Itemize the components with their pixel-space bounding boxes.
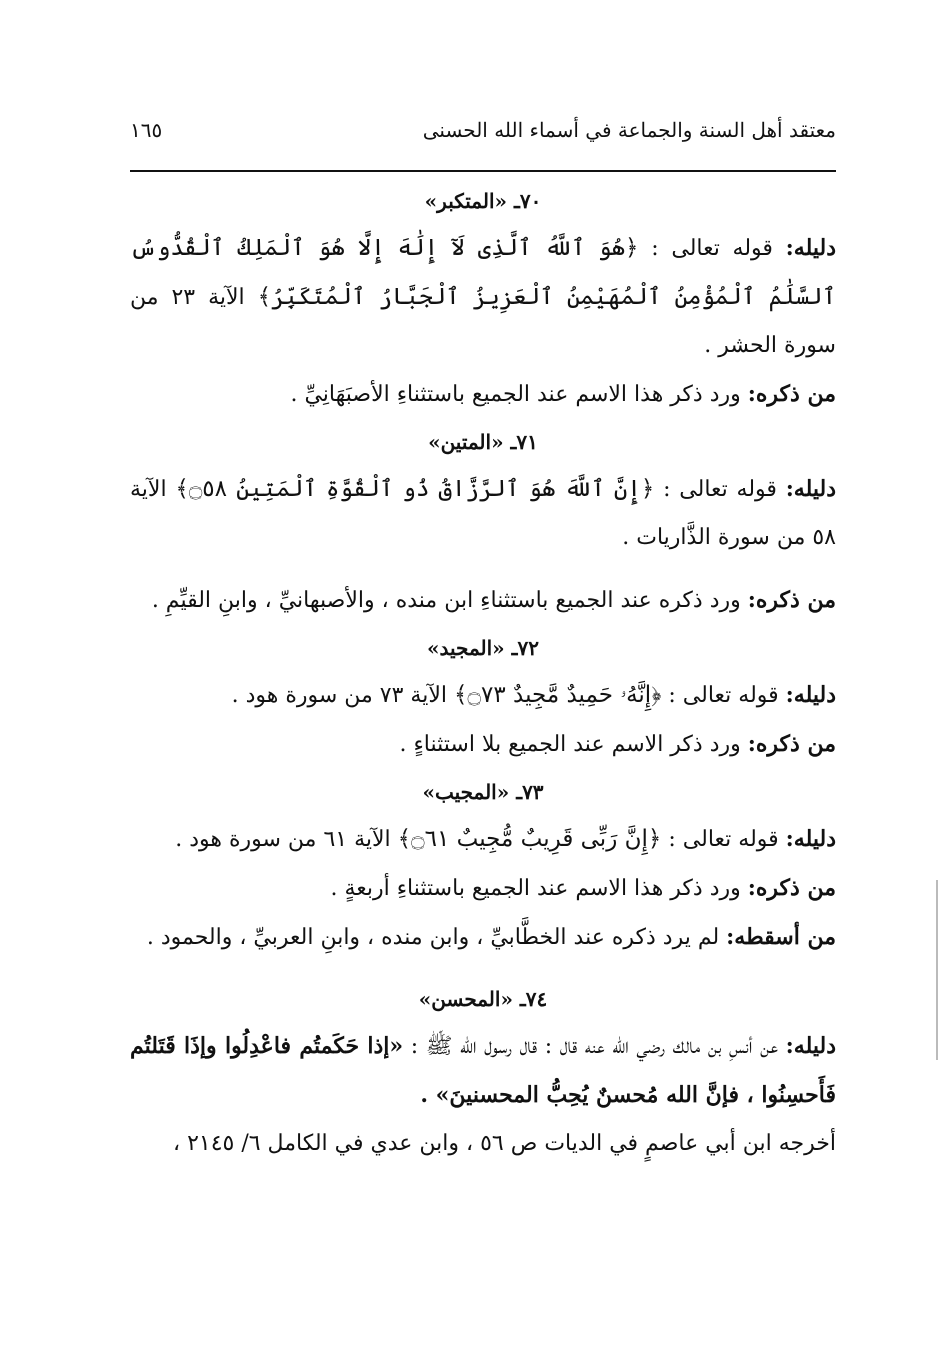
page-body (130, 178, 836, 1168)
section-heading: ٧٣ـ «المجيب» (422, 780, 544, 804)
header-divider (130, 170, 836, 172)
evidence-paragraph (130, 224, 836, 370)
section-70 (130, 178, 836, 419)
evidence-label: دليله: (785, 682, 836, 708)
mention-label: من ذكره: (747, 731, 836, 757)
evidence-paragraph (130, 815, 836, 864)
verse-reference: الآية ٢٣ من سورة الحشر . (130, 285, 836, 358)
spacer (130, 562, 836, 576)
section-72 (130, 625, 836, 769)
mention-text: ورد ذكر هذا الاسم عند الجميع باستثناءِ أربعةٍ . (330, 876, 741, 901)
quran-verse: ﴿إِنَّ رَبِّى قَرِيبٌ مُّجِيبٌ ۝٦١﴾ (397, 826, 662, 852)
evidence-paragraph (130, 465, 836, 562)
section-heading: ٧١ـ «المتين» (428, 430, 538, 454)
section-73 (130, 769, 836, 962)
mention-label: من ذكره: (747, 875, 836, 901)
mention-text: ورد ذكره عند الجميع باستثناءِ ابن منده ، والأصبهانيِّ ، وابنِ القيِّمِ . (151, 588, 741, 613)
evidence-label: دليله: (785, 235, 836, 261)
page-number: ١٦٥ (130, 118, 163, 142)
quran-verse: ﴿إِنَّ ٱللَّهَ هُوَ ٱلرَّزَّاقُ ذُو ٱلْقُوَّةِ ٱلْمَتِينُ ۝٥٨﴾ (175, 476, 655, 502)
evidence-intro: قوله تعالى : (663, 477, 777, 502)
evidence-intro: قوله تعالى : (668, 827, 779, 852)
hadith-text: «إذا حَكَمتُم فاعْدِلُوا وإذَا قَتَلتُم فَأَحسِنُوا ، فإنَّ الله مُحسنٌ يُحِبُّ المحسنينَ» . (130, 1033, 836, 1108)
book-title: معتقد أهل السنة والجماعة في أسماء الله الحسنى (422, 118, 836, 142)
omitted-paragraph (130, 913, 836, 962)
mention-label: من ذكره: (747, 587, 836, 613)
mention-paragraph (130, 864, 836, 913)
evidence-paragraph (130, 1022, 836, 1120)
section-heading: ٧٠ـ «المتكبر» (424, 189, 542, 213)
evidence-label: دليله: (785, 476, 837, 502)
mention-label: من ذكره: (747, 381, 836, 407)
mention-text: ورد ذكر الاسم عند الجميع بلا استثناءٍ . (399, 732, 741, 757)
evidence-intro: عن أنسِ بن مالك رضي الله عنه قال : قال رسول الله ﷺ : (410, 1034, 779, 1059)
section-heading: ٧٢ـ «المجيد» (427, 636, 539, 660)
section-heading: ٧٤ـ «المحسن» (418, 987, 548, 1011)
mention-paragraph (130, 720, 836, 769)
verse-reference: الآية ٧٣ من سورة هود . (231, 683, 448, 708)
evidence-label: دليله: (785, 826, 836, 852)
section-71 (130, 419, 836, 625)
verse-reference: الآية ٥٨ من سورة الذَّاريات . (130, 477, 836, 550)
omitted-label: من أسقطه: (726, 924, 836, 950)
mention-paragraph (130, 576, 836, 625)
evidence-intro: قوله تعالى : (651, 236, 773, 261)
evidence-paragraph (130, 671, 836, 720)
quran-verse: ﴿هُوَ ٱللَّهُ ٱلَّذِى لَآ إِلَٰهَ إِلَّا هُوَ ٱلْمَلِكُ ٱلْقُدُّوسُ ٱلسَّلَٰمُ ٱلْمُؤْمِنُ ٱلْمُهَيْمِنُ ٱلْعَزِيزُ ٱلْجَبَّارُ ٱلْمُتَكَبِّرُ﴾ (130, 235, 837, 310)
mention-text: ورد ذكر هذا الاسم عند الجميع باستثناءِ الأصبَهَانِيِّ . (290, 382, 741, 407)
verse-reference: الآية ٦١ من سورة هود . (175, 827, 391, 852)
omitted-text: لم يرد ذكره عند الخطَّابيِّ ، وابن منده ، وابنِ العربيِّ ، والحمود . (146, 925, 720, 950)
section-74 (130, 962, 836, 1168)
mention-paragraph (130, 370, 836, 419)
running-header (130, 118, 836, 142)
quran-verse: ﴿إِنَّهُۥ حَمِيدٌ مَّجِيدٌ ۝٧٣﴾ (454, 682, 662, 708)
evidence-label: دليله: (785, 1033, 836, 1059)
scan-edge-mark (936, 880, 938, 1060)
evidence-intro: قوله تعالى : (668, 683, 779, 708)
takhrij-paragraph: أخرجه ابن أبي عاصمٍ في الديات ص ٥٦ ، وابن عدي في الكامل ٦/ ٢١٤٥ ، (172, 1131, 836, 1156)
spacer (130, 962, 836, 976)
